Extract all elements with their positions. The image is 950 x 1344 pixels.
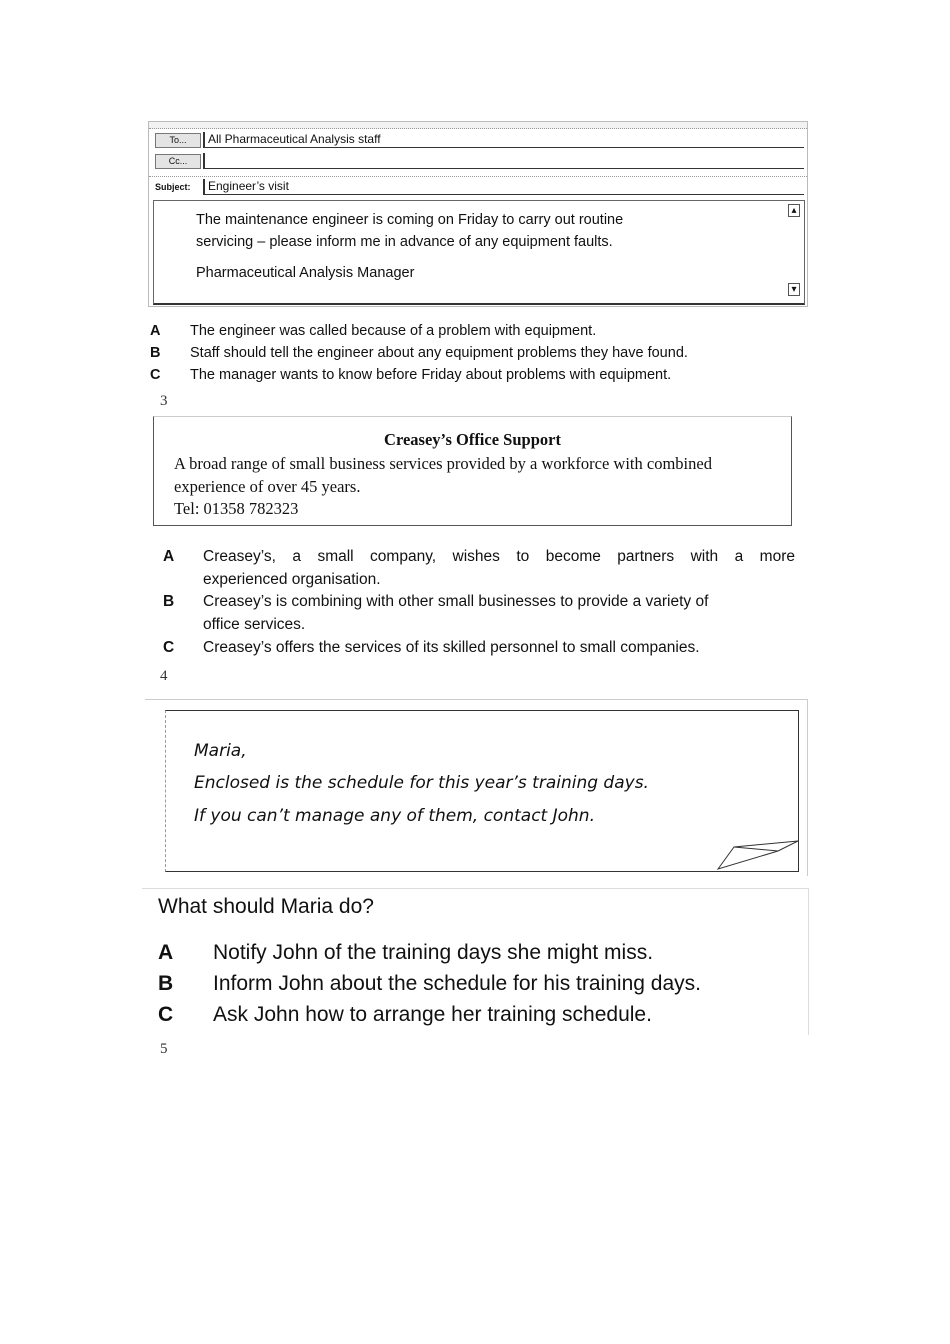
q1-option-b[interactable] — [150, 345, 160, 361]
q2-option-a-text-1: Creasey’s, a small company, wishes to become partners with a more — [203, 548, 795, 565]
handwritten-note — [165, 710, 799, 872]
q2-option-b-text-1: Creasey’s is combining with other small businesses to provide a variety of — [203, 593, 709, 610]
q3-option-a-text: Notify John of the training days she might miss. — [213, 941, 654, 964]
q2-option-b-text-2: office services. — [203, 616, 306, 633]
advert-phone: Tel: 01358 782323 — [174, 499, 299, 518]
q1-option-a[interactable] — [150, 323, 160, 339]
q1-option-b-text: Staff should tell the engineer about any equipment problems they have found. — [190, 345, 688, 361]
q1-option-c-text: The manager wants to know before Friday about problems with equipment. — [190, 367, 672, 383]
note-line-1: Enclosed is the schedule for this year’s training days. — [194, 773, 649, 793]
q3-option-b-text: Inform John about the schedule for his training days. — [213, 972, 701, 995]
q3-option-c[interactable]: C — [158, 1003, 174, 1026]
q2-option-c-text-1: Creasey’s offers the services of its skilled personnel to small companies. — [203, 639, 700, 656]
subject-field[interactable]: Engineer’s visit — [203, 179, 804, 195]
q1-option-a-text: The engineer was called because of a problem with equipment. — [190, 323, 597, 339]
q2-option-a[interactable]: A — [163, 548, 175, 565]
q2-option-a-text-2: experienced organisation. — [203, 571, 381, 588]
question-number-3: 3 — [160, 393, 168, 409]
to-field[interactable]: All Pharmaceutical Analysis staff — [203, 132, 804, 148]
email-body[interactable] — [153, 200, 805, 305]
cc-button[interactable]: Cc... — [155, 154, 201, 169]
advert-title: Creasey’s Office Support — [384, 430, 561, 449]
scroll-up-icon[interactable]: ▴ — [788, 204, 800, 217]
note-greeting: Maria, — [194, 741, 247, 761]
q3-option-a[interactable]: A — [158, 941, 174, 964]
question-prompt: What should Maria do? — [158, 895, 374, 918]
question-number-5: 5 — [160, 1041, 168, 1057]
email-signature: Pharmaceutical Analysis Manager — [196, 265, 415, 281]
scroll-down-icon[interactable]: ▾ — [788, 283, 800, 296]
advert-line-1: A broad range of small business services provided by a workforce with combined — [174, 454, 712, 473]
subject-label: Subject: — [155, 182, 191, 192]
note-line-2: If you can’t manage any of them, contact John. — [194, 806, 595, 826]
option-letter: C — [150, 367, 161, 383]
option-letter: B — [150, 345, 161, 361]
q3-option-c-text: Ask John how to arrange her training schedule. — [213, 1003, 652, 1026]
q2-option-c[interactable]: C — [163, 639, 175, 656]
email-body-line-1: The maintenance engineer is coming on Friday to carry out routine — [196, 212, 624, 228]
cc-field[interactable] — [203, 153, 804, 169]
question-3-block — [142, 888, 809, 1035]
q1-option-c[interactable] — [150, 367, 160, 383]
page-curl-icon — [716, 839, 800, 871]
advert-line-2: experience of over 45 years. — [174, 477, 361, 496]
q2-option-b[interactable]: B — [163, 593, 175, 610]
q3-option-b[interactable]: B — [158, 972, 174, 995]
advert-box — [153, 416, 792, 526]
option-letter: A — [150, 323, 161, 339]
note-frame — [145, 699, 808, 876]
to-button[interactable]: To... — [155, 133, 201, 148]
question-number-4: 4 — [160, 668, 168, 684]
email-top-border — [149, 122, 807, 129]
email-body-line-2: servicing – please inform me in advance of any equipment faults. — [196, 234, 613, 250]
email-panel — [148, 121, 808, 307]
header-divider — [149, 172, 807, 177]
